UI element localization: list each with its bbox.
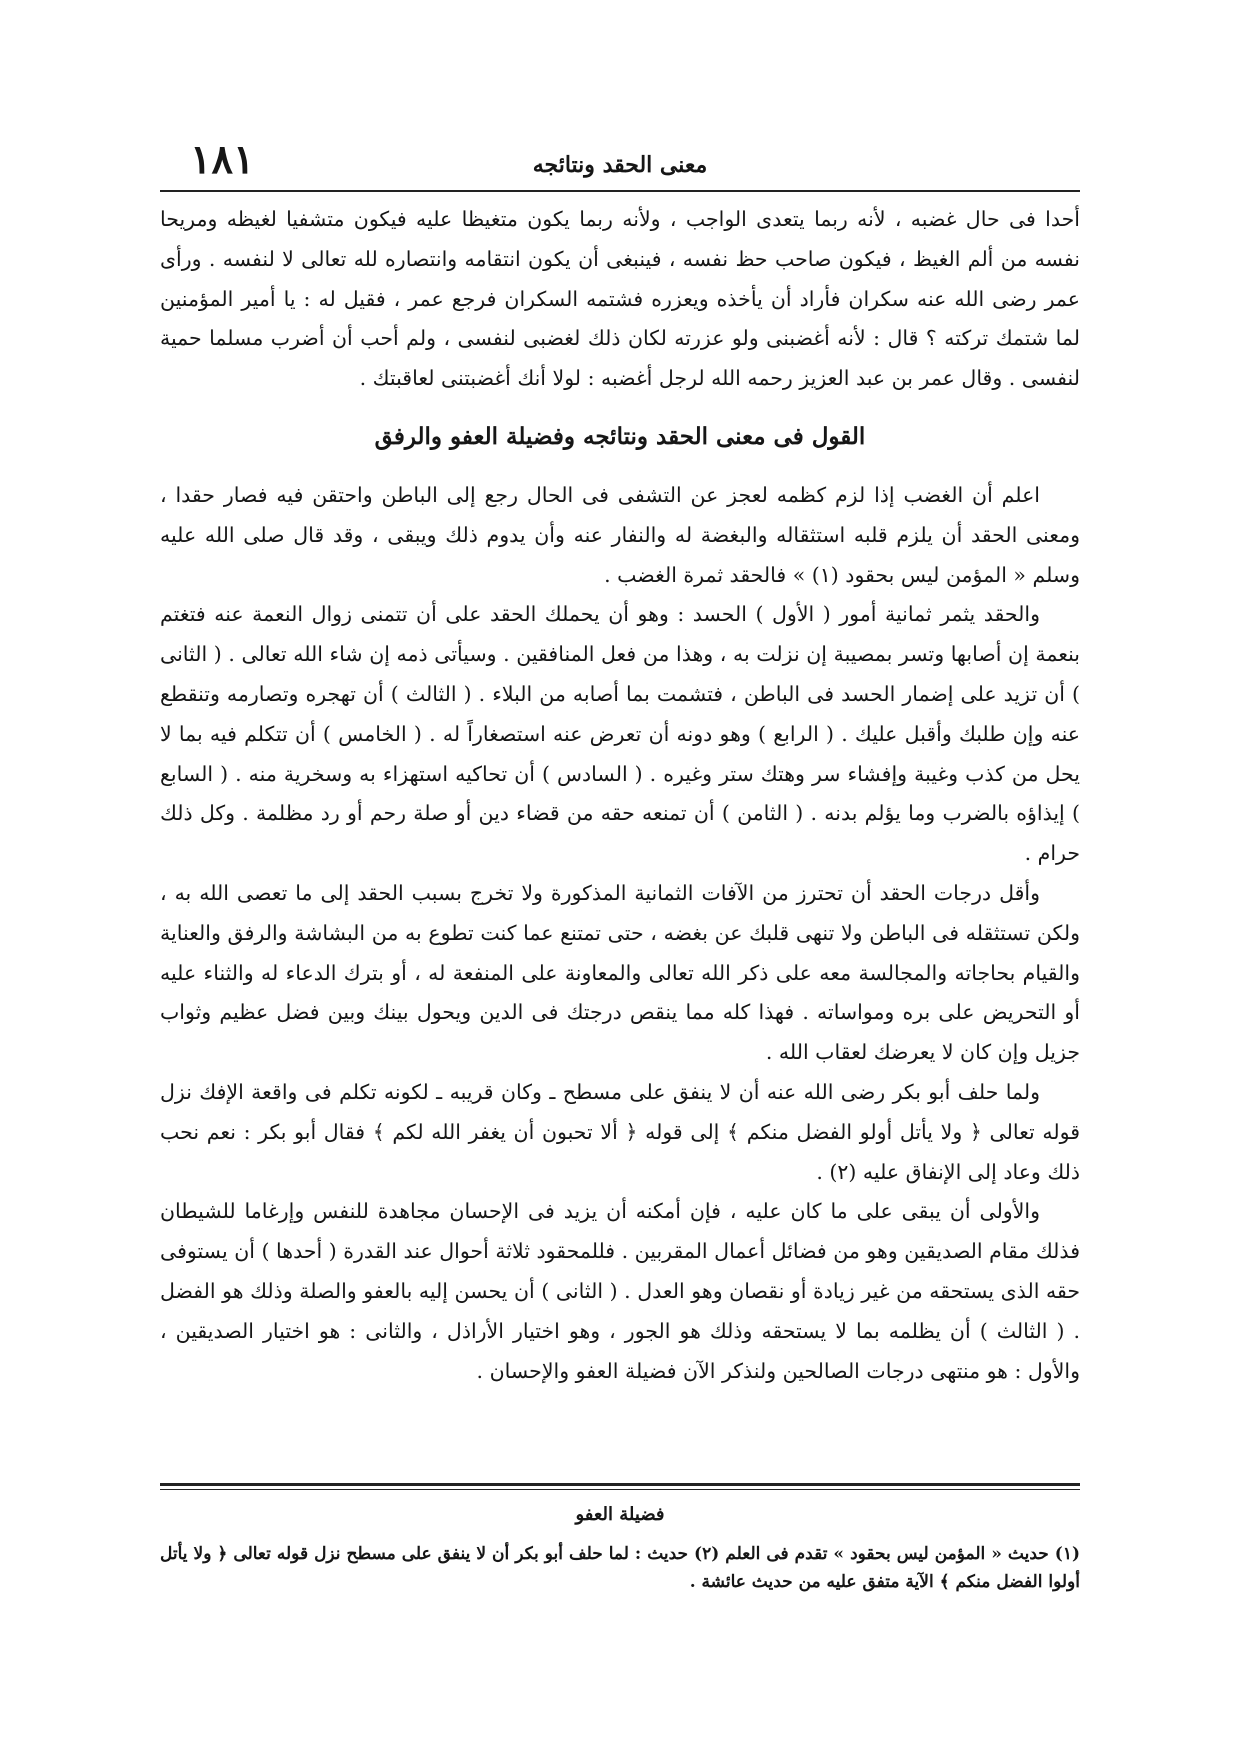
header-rule bbox=[160, 190, 1080, 192]
paragraph: والحقد يثمر ثمانية أمور ( الأول ) الحسد : وهو أن يحملك الحقد على أن تتمنى زوال النعمة عنه فتغتم بنعمة إن أصابها وتسر بمصيبة إن نزلت به ، وهذا من فعل المنافقين . وسيأتى ذمه إن شاء الله تعالى . ( الثانى ) أن تزيد على إضمار الحسد فى الباطن ، فتشمت بما أصابه من البلاء . ( الثالث ) أن تهجره وتصارمه وتنقطع عنه وإن طلبك وأقبل عليك . ( الرابع ) وهو دونه أن تعرض عنه استصغاراً له . ( الخامس ) أن تتكلم فيه بما لا يحل من كذب وغيبة وإفشاء سر وهتك ستر وغيره . ( السادس ) أن تحاكيه استهزاء به وسخرية منه . ( السابع ) إيذاؤه بالضرب وما يؤلم بدنه . ( الثامن ) أن تمنعه حقه من قضاء دين أو صلة رحم أو رد مظلمة . وكل ذلك حرام . bbox=[160, 602, 1080, 866]
separator-thick-line bbox=[160, 1483, 1080, 1486]
book-page bbox=[160, 130, 1080, 1730]
body-text bbox=[160, 200, 1080, 1391]
page-number: ١٨١ bbox=[190, 136, 255, 183]
running-title: معنى الحقد ونتائجه bbox=[532, 152, 708, 178]
page-header bbox=[160, 130, 1080, 188]
paragraph: أحدا فى حال غضبه ، لأنه ربما يتعدى الواجب ، ولأنه ربما يكون متغيظا عليه فيكون متشفيا لغيظه ومريحا نفسه من ألم الغيظ ، فيكون صاحب حظ نفسه ، فينبغى أن يكون انتقامه وانتصاره لله تعالى لا لنفسه . ورأى عمر رضى الله عنه سكران فأراد أن يأخذه ويعزره فشتمه السكران فرجع عمر ، فقيل له : يا أمير المؤمنين لما شتمك تركته ؟ قال : لأنه أغضبنى ولو عزرته لكان ذلك لغضبى لنفسى ، ولم أحب أن أضرب مسلما حمية لنفسى . وقال عمر بن عبد العزيز رحمه الله لرجل أغضبه : لولا أنك أغضبتنى لعاقبتك . bbox=[160, 207, 1080, 391]
footnotes bbox=[160, 1540, 1080, 1596]
paragraph: وأقل درجات الحقد أن تحترز من الآفات الثمانية المذكورة ولا تخرج بسبب الحقد إلى ما تعصى الله به ، ولكن تستثقله فى الباطن ولا تنهى قلبك عن بغضه ، حتى تمتنع عما كنت تطوع به من البشاشة والرفق والعناية والقيام بحاجاته والمجالسة معه على ذكر الله تعالى والمعاونة على المنفعة له ، أو بترك الدعاء له والثناء عليه أو التحريض على بره ومواساته . فهذا كله مما ينقص درجتك فى الدين ويحول بينك وبين فضل عظيم وثواب جزيل وإن كان لا يعرضك لعقاب الله . bbox=[160, 880, 1080, 1065]
next-section-heading: فضيلة العفو bbox=[575, 1504, 665, 1525]
footnote-separator bbox=[160, 1483, 1080, 1490]
paragraph: والأولى أن يبقى على ما كان عليه ، فإن أمكنه أن يزيد فى الإحسان مجاهدة للنفس وإرغاما للشيطان فذلك مقام الصديقين وهو من فضائل أعمال المقربين . فللمحقود ثلاثة أحوال عند القدرة ( أحدها ) أن يستوفى حقه الذى يستحقه من غير زيادة أو نقصان وهو العدل . ( الثانى ) أن يحسن إليه بالعفو والصلة وذلك هو الفضل . ( الثالث ) أن يظلمه بما لا يستحقه وذلك هو الجور ، وهو اختيار الأراذل ، والثانى : هو اختيار الصديقين ، والأول : هو منتهى درجات الصالحين ولنذكر الآن فضيلة العفو والإحسان . bbox=[160, 1199, 1080, 1383]
section-heading: القول فى معنى الحقد ونتائجه وفضيلة العفو والرفق bbox=[374, 422, 866, 450]
footnote: (١) حديث « المؤمن ليس بحقود » تقدم فى العلم (٢) حديث : لما حلف أبو بكر أن لا ينفق على مسطح نزل قوله تعالى ﴿ ولا يأتل أولوا الفضل منكم ﴾ الآية متفق عليه من حديث عائشة . bbox=[160, 1544, 1080, 1592]
paragraph: اعلم أن الغضب إذا لزم كظمه لعجز عن التشفى فى الحال رجع إلى الباطن واحتقن فيه فصار حقدا ، ومعنى الحقد أن يلزم قلبه استثقاله والبغضة له والنفار عنه وأن يدوم ذلك ويبقى ، وقد قال صلى الله عليه وسلم « المؤمن ليس بحقود (١) » فالحقد ثمرة الغضب . bbox=[160, 482, 1080, 587]
separator-thin-line bbox=[160, 1489, 1080, 1490]
paragraph: ولما حلف أبو بكر رضى الله عنه أن لا ينفق على مسطح ـ وكان قريبه ـ لكونه تكلم فى واقعة الإفك نزل قوله تعالى ﴿ ولا يأتل أولو الفضل منكم ﴾ إلى قوله ﴿ ألا تحبون أن يغفر الله لكم ﴾ فقال أبو بكر : نعم نحب ذلك وعاد إلى الإنفاق عليه (٢) . bbox=[160, 1079, 1080, 1184]
